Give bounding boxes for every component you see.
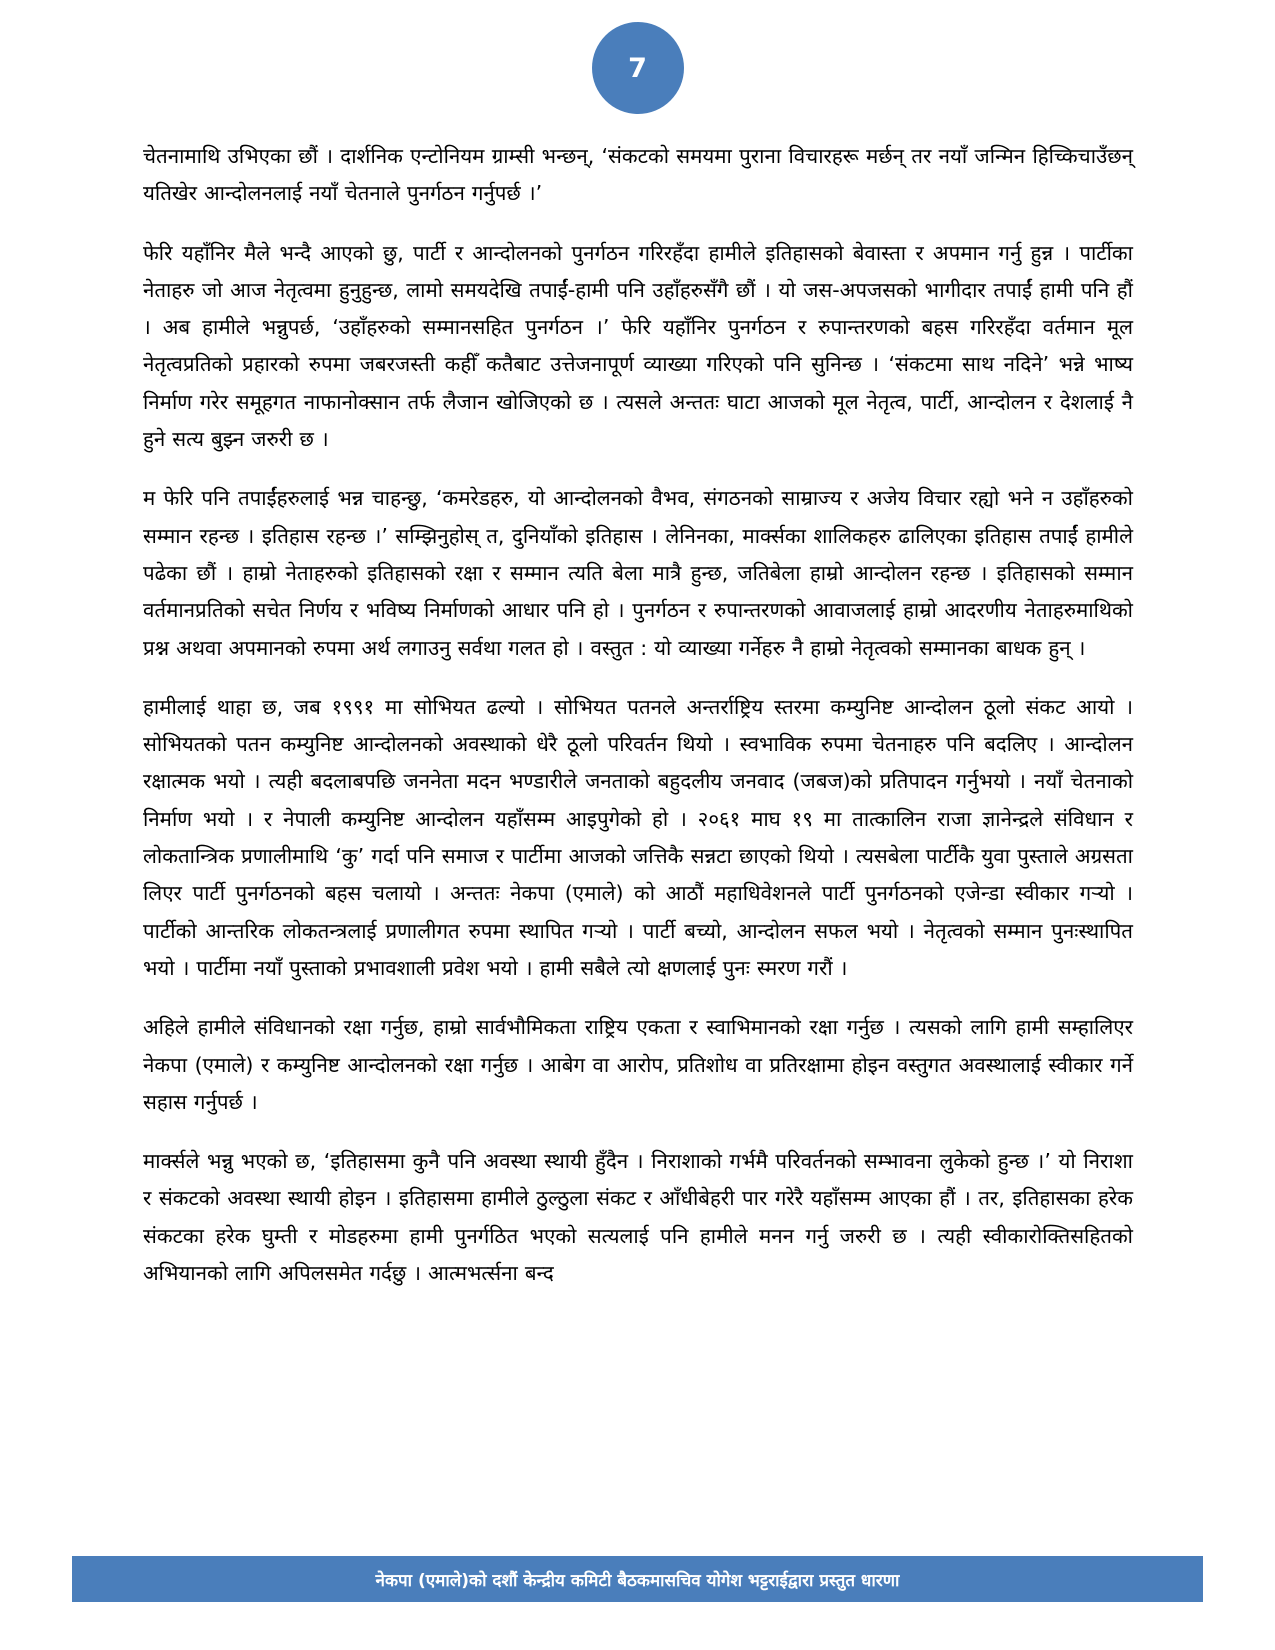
body-paragraph: हामीलाई थाहा छ, जब १९९१ मा सोभियत ढल्यो । सोभियत पतनले अन्तर्राष्ट्रिय स्तरमा कम्युनिष्ट आन्दोलन ठूलो संकट आयो । सोभियतको पतन कम्युनिष्ट आन्दोलनको अवस्थाको धेरै ठूलो परिवर्तन थियो । स्वभाविक रुपमा चेतनाहरु पनि बदलिए । आन्दोलन रक्षात्मक भयो । त्यही बदलाबपछि जननेता मदन भण्डारीले जनताको बहुदलीय जनवाद (जबज)को प्रतिपादन गर्नुभयो । नयाँ चेतनाको निर्माण भयो । र नेपाली कम्युनिष्ट आन्दोलन यहाँसम्म आइपुगेको हो । २०६१ माघ १९ मा तात्कालिन राजा ज्ञानेन्द्रले संविधान र लोकतान्त्रिक प्रणालीमाथि ‘कु’ गर्दा पनि समाज र पार्टीमा आजको जत्तिकै सन्नटा छाएको थियो । त्यसबेला पार्टीकै युवा पुस्ताले अग्रसता लिएर पार्टी पुनर्गठनको बहस चलायो । अन्ततः नेकपा (एमाले) को आठौं महाधिवेशनले पार्टी पुनर्गठनको एजेन्डा स्वीकार गर्‍यो । पार्टीको आन्तरिक लोकतन्त्रलाई प्रणालीगत रुपमा स्थापित गर्‍यो । पार्टी बच्यो, आन्दोलन सफल भयो । नेतृत्वको सम्मान पुनःस्थापित भयो । पार्टीमा नयाँ पुस्ताको प्रभावशाली प्रवेश भयो । हामी सबैले त्यो क्षणलाई पुनः स्मरण गरौं । xyxy=(143,694,1133,980)
body-paragraph: म फेरि पनि तपाईंहरुलाई भन्न चाहन्छु, ‘कमरेडहरु, यो आन्दोलनको वैभव, संगठनको साम्राज्य र अजेय विचार रह्यो भने न उहाँहरुको सम्मान रहन्छ । इतिहास रहन्छ ।’ सम्झिनुहोस् त, दुनियाँको इतिहास । लेनिनका, मार्क्सका शालिकहरु ढालिएका इतिहास तपाईं हामीले पढेका छौं । हाम्रो नेताहरुको इतिहासको रक्षा र सम्मान त्यति बेला मात्रै हुन्छ, जतिबेला हाम्रो आन्दोलन रहन्छ । इतिहासको सम्मान वर्तमानप्रतिको सचेत निर्णय र भविष्य निर्माणको आधार पनि हो । पुनर्गठन र रुपान्तरणको आवाजलाई हाम्रो आदरणीय नेताहरुमाथिको प्रश्न अथवा अपमानको रुपमा अर्थ लगाउनु सर्वथा गलत हो । वस्तुत : यो व्याख्या गर्नेहरु नै हाम्रो नेतृत्वको सम्मानका बाधक हुन् । xyxy=(143,486,1133,660)
page-footer-bar xyxy=(72,1556,1203,1602)
page-body-content xyxy=(143,138,1133,1292)
body-paragraph: अहिले हामीले संविधानको रक्षा गर्नुछ, हाम्रो सार्वभौमिकता राष्ट्रिय एकता र स्वाभिमानको रक्षा गर्नुछ । त्यसको लागि हामी सम्हालिएर नेकपा (एमाले) र कम्युनिष्ट आन्दोलनको रक्षा गर्नुछ । आबेग वा आरोप, प्रतिशोध वा प्रतिरक्षामा होइन वस्तुगत अवस्थालाई स्वीकार गर्ने सहास गर्नुपर्छ । xyxy=(143,1015,1133,1114)
body-paragraph: चेतनामाथि उभिएका छौं । दार्शनिक एन्टोनियम ग्राम्सी भन्छन्, ‘संकटको समयमा पुराना विचारहरू मर्छन् तर नयाँ जन्मिन हिच्किचाउँछन् यतिखेर आन्दोलनलाई नयाँ चेतनाले पुनर्गठन गर्नुपर्छ ।’ xyxy=(143,144,1133,206)
body-paragraph: मार्क्सले भन्नु भएको छ, ‘इतिहासमा कुनै पनि अवस्था स्थायी हुँदैन । निराशाको गर्भमै परिवर्तनको सम्भावना लुकेको हुन्छ ।’ यो निराशा र संकटको अवस्था स्थायी होइन । इतिहासमा हामीले ठुल्ठुला संकट र आँधीबेहरी पार गरेरै यहाँसम्म आएका हौं । तर, इतिहासका हरेक संकटका हरेक घुम्ती र मोडहरुमा हामी पुनर्गठित भएको सत्यलाई पनि हामीले मनन गर्नु जरुरी छ । त्यही स्वीकारोक्तिसहितको अभियानको लागि अपिलसमेत गर्दछु । आत्मभर्त्सना बन्द xyxy=(143,1149,1133,1286)
body-paragraph: फेरि यहाँनिर मैले भन्दै आएको छु, पार्टी र आन्दोलनको पुनर्गठन गरिरहँदा हामीले इतिहासको बेवास्ता र अपमान गर्नु हुन्न । पार्टीका नेताहरु जो आज नेतृत्वमा हुनुहुन्छ, लामो समयदेखि तपाईं-हामी पनि उहाँहरुसँगै छौं । यो जस-अपजसको भागीदार तपाईं हामी पनि हौं । अब हामीले भन्नुपर्छ, ‘उहाँहरुको सम्मानसहित पुनर्गठन ।’ फेरि यहाँनिर पुनर्गठन र रुपान्तरणको बहस गरिरहँदा वर्तमान मूल नेतृत्वप्रतिको प्रहारको रुपमा जबरजस्ती कहीँ कतैबाट उत्तेजनापूर्ण व्याख्या गरिएको पनि सुनिन्छ । ‘संकटमा साथ नदिने’ भन्ने भाष्य निर्माण गरेर समूहगत नाफानोक्सान तर्फ लैजान खोजिएको छ । त्यसले अन्ततः घाटा आजको मूल नेतृत्व, पार्टी, आन्दोलन र देशलाई नै हुने सत्य बुझ्न जरुरी छ । xyxy=(143,240,1133,452)
footer-text: नेकपा (एमाले)को दशौं केन्द्रीय कमिटी बैठकमासचिव योगेश भट्टराईद्वारा प्रस्तुत धारणा xyxy=(375,1570,900,1591)
page-number-badge: 7 xyxy=(592,22,684,114)
